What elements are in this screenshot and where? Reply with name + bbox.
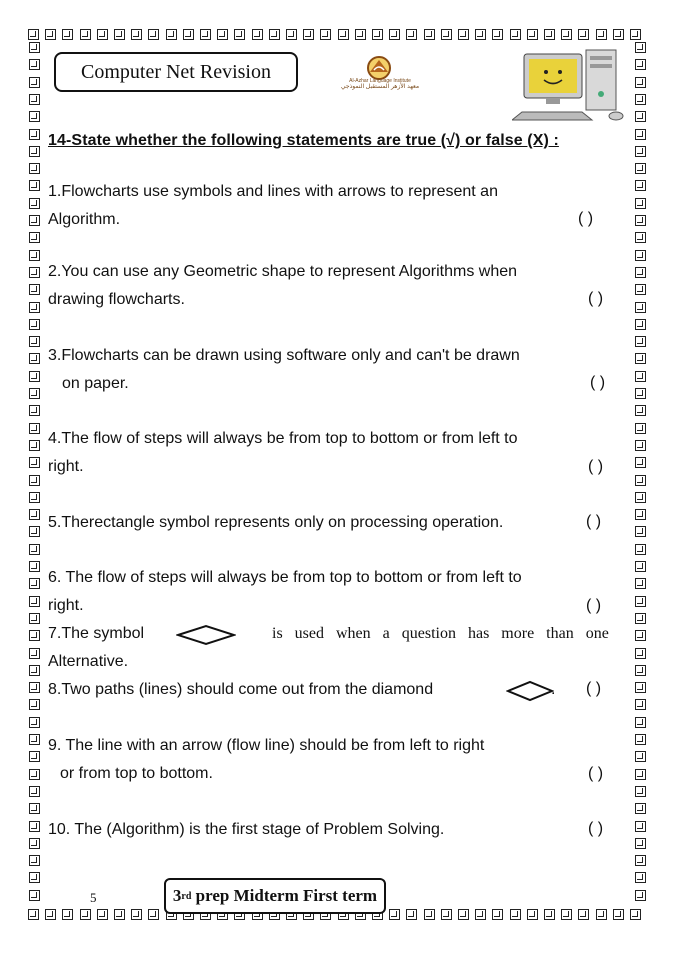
border-key-tile [29, 544, 40, 555]
answer-blank-6[interactable]: ( ) [586, 597, 602, 614]
border-key-tile [635, 371, 646, 382]
border-key-tile [635, 336, 646, 347]
statement-text-cont: on paper. [62, 375, 129, 392]
border-key-tile [29, 129, 40, 140]
border-key-tile [29, 665, 40, 676]
border-key-tile [29, 509, 40, 520]
border-key-tile [29, 872, 40, 883]
page-number: 5 [90, 890, 97, 905]
footer-label [164, 878, 386, 914]
border-key-tile [29, 232, 40, 243]
question-heading: 14-State whether the following statements are true (√) or false (X) : [48, 132, 559, 149]
border-key-tile [97, 29, 108, 40]
border-key-tile [527, 29, 538, 40]
border-key-tile [29, 59, 40, 70]
statement-text-cont: or from top to bottom. [60, 765, 213, 782]
border-key-tile [97, 909, 108, 920]
border-key-tile [114, 29, 125, 40]
border-key-tile [635, 457, 646, 468]
border-key-tile [635, 423, 646, 434]
border-key-tile [29, 163, 40, 174]
border-key-tile [635, 180, 646, 191]
border-key-tile [183, 29, 194, 40]
answer-blank-10[interactable]: ( ) [588, 820, 604, 837]
border-key-tile [62, 909, 73, 920]
statement-text: 2.You can use any Geometric shape to represent Algorithms when [48, 263, 518, 280]
border-key-tile [166, 29, 177, 40]
border-key-tile [635, 769, 646, 780]
page-title-text: Computer Net Revision [81, 60, 271, 83]
border-key-tile [406, 909, 417, 920]
border-key-tile [635, 129, 646, 140]
statement-text: 6. The flow of steps will always be from top to bottom or from left to [48, 569, 522, 586]
border-key-tile [635, 578, 646, 589]
border-key-tile [635, 42, 646, 53]
page-title [54, 52, 298, 92]
answer-blank-1[interactable]: ( ) [578, 210, 594, 227]
border-key-tile [29, 786, 40, 797]
border-key-tile [635, 890, 646, 901]
border-key-tile [320, 29, 331, 40]
border-key-tile [635, 821, 646, 832]
footer-term: prep Midterm First term [195, 886, 378, 905]
statement-text: 5.Therectangle symbol represents only on processing operation. [48, 514, 504, 531]
border-key-tile [578, 909, 589, 920]
border-key-tile [635, 613, 646, 624]
border-key-tile [29, 821, 40, 832]
border-key-tile [475, 29, 486, 40]
border-key-tile [596, 29, 607, 40]
statement-4 [48, 425, 633, 481]
border-key-tile [635, 855, 646, 866]
statement-text-cont: Alternative. [48, 653, 129, 670]
statement-text-cont: drawing flowcharts. [48, 291, 185, 308]
border-key-tile [29, 77, 40, 88]
border-key-tile [114, 909, 125, 920]
border-key-tile [441, 909, 452, 920]
border-key-tile [389, 909, 400, 920]
border-key-tile [28, 909, 39, 920]
border-key-tile [492, 909, 503, 920]
border-key-tile [635, 803, 646, 814]
computer-illustration [512, 44, 632, 124]
border-key-tile [148, 909, 159, 920]
answer-blank-3[interactable]: ( ) [590, 374, 606, 391]
border-key-tile [29, 613, 40, 624]
statement-text: 3.Flowcharts can be drawn using software only and can't be drawn [48, 347, 520, 364]
border-key-tile [635, 215, 646, 226]
border-key-tile [406, 29, 417, 40]
answer-blank-5[interactable]: ( ) [586, 513, 602, 530]
border-key-tile [527, 909, 538, 920]
border-key-tile [29, 838, 40, 849]
statement-text: 4.The flow of steps will always be from top to bottom or from left to [48, 430, 518, 447]
answer-blank-2[interactable]: ( ) [588, 290, 604, 307]
border-key-tile [29, 717, 40, 728]
border-key-tile [578, 29, 589, 40]
border-key-tile [29, 769, 40, 780]
border-key-tile [635, 751, 646, 762]
border-key-tile [29, 561, 40, 572]
logo-caption [330, 78, 430, 90]
border-key-tile [635, 388, 646, 399]
border-key-tile [29, 751, 40, 762]
border-key-tile [200, 29, 211, 40]
border-key-tile [424, 909, 435, 920]
border-key-tile [561, 909, 572, 920]
border-key-tile [29, 526, 40, 537]
border-key-tile [29, 250, 40, 261]
border-key-tile [62, 29, 73, 40]
border-key-tile [544, 29, 555, 40]
logo-caption-ar: معهد الأزهر المستقبل النموذجي [340, 84, 420, 90]
border-key-tile [29, 492, 40, 503]
border-key-tile [29, 855, 40, 866]
border-key-tile [29, 648, 40, 659]
border-key-tile [131, 29, 142, 40]
border-key-tile [613, 29, 624, 40]
border-key-tile [303, 29, 314, 40]
border-key-tile [544, 909, 555, 920]
border-key-tile [29, 111, 40, 122]
border-key-tile [475, 909, 486, 920]
border-key-tile [29, 371, 40, 382]
border-key-tile [635, 94, 646, 105]
border-key-tile [635, 353, 646, 364]
border-key-tile [635, 544, 646, 555]
statement-2 [48, 258, 633, 314]
statement-text: 7.The symbol [48, 625, 145, 642]
border-key-tile [29, 198, 40, 209]
border-key-tile [635, 250, 646, 261]
border-key-tile [424, 29, 435, 40]
border-right [634, 42, 648, 908]
border-key-tile [635, 699, 646, 710]
border-key-tile [29, 803, 40, 814]
border-key-tile [635, 648, 646, 659]
statement-text-cont: right. [48, 458, 84, 475]
border-key-tile [635, 872, 646, 883]
border-key-tile [561, 29, 572, 40]
border-key-tile [596, 909, 607, 920]
decision-diamond-icon [506, 680, 554, 702]
border-key-tile [131, 909, 142, 920]
statement-text: 9. The line with an arrow (flow line) should be from left to right [48, 737, 485, 754]
border-key-tile [28, 29, 39, 40]
border-key-tile [29, 180, 40, 191]
border-key-tile [635, 786, 646, 797]
answer-blank-9[interactable]: ( ) [588, 765, 604, 782]
border-key-tile [29, 699, 40, 710]
statement-text: 10. The (Algorithm) is the first stage of Problem Solving. [48, 821, 445, 838]
border-key-tile [635, 77, 646, 88]
border-key-tile [29, 630, 40, 641]
border-key-tile [635, 163, 646, 174]
statement-text-b: is used when a question has more than one [272, 625, 609, 642]
statement-10 [48, 816, 633, 844]
border-key-tile [458, 29, 469, 40]
statement-text-cont: Algorithm. [48, 211, 121, 228]
footer-grade: 3 [172, 886, 182, 905]
border-key-tile [29, 319, 40, 330]
border-key-tile [613, 909, 624, 920]
border-key-tile [635, 405, 646, 416]
border-key-tile [29, 682, 40, 693]
border-key-tile [630, 29, 641, 40]
border-key-tile [635, 561, 646, 572]
border-key-tile [458, 909, 469, 920]
border-key-tile [29, 302, 40, 313]
border-key-tile [29, 146, 40, 157]
answer-blank-8[interactable]: ( ) [586, 680, 602, 697]
statement-3 [48, 342, 633, 398]
border-key-tile [389, 29, 400, 40]
border-key-tile [80, 29, 91, 40]
answer-blank-4[interactable]: ( ) [588, 458, 604, 475]
border-key-tile [630, 909, 641, 920]
border-key-tile [635, 475, 646, 486]
border-key-tile [29, 284, 40, 295]
statement-6 [48, 564, 633, 620]
border-key-tile [355, 29, 366, 40]
border-key-tile [635, 665, 646, 676]
border-key-tile [492, 29, 503, 40]
border-key-tile [635, 198, 646, 209]
border-key-tile [217, 29, 228, 40]
border-key-tile [29, 405, 40, 416]
border-key-tile [635, 596, 646, 607]
border-key-tile [372, 29, 383, 40]
border-key-tile [635, 319, 646, 330]
border-key-tile [29, 578, 40, 589]
border-key-tile [29, 890, 40, 901]
border-key-tile [635, 440, 646, 451]
border-left [28, 42, 42, 908]
statement-1 [48, 178, 633, 234]
statement-5 [48, 509, 633, 537]
statement-text: 1.Flowcharts use symbols and lines with arrows to represent an [48, 183, 498, 200]
statement-9 [48, 732, 633, 788]
statement-text: 8.Two paths (lines) should come out from the diamond [48, 681, 434, 698]
border-key-tile [635, 302, 646, 313]
border-key-tile [635, 509, 646, 520]
decision-diamond-icon [176, 624, 236, 646]
border-key-tile [45, 909, 56, 920]
border-key-tile [269, 29, 280, 40]
border-key-tile [29, 94, 40, 105]
border-key-tile [635, 838, 646, 849]
border-key-tile [80, 909, 91, 920]
logo-caption-en: Al-Azhar Language Institute [349, 78, 411, 84]
border-key-tile [635, 59, 646, 70]
border-key-tile [635, 146, 646, 157]
border-key-tile [148, 29, 159, 40]
border-key-tile [29, 42, 40, 53]
border-key-tile [29, 423, 40, 434]
border-key-tile [635, 526, 646, 537]
border-key-tile [29, 336, 40, 347]
border-key-tile [286, 29, 297, 40]
border-key-tile [635, 630, 646, 641]
border-key-tile [234, 29, 245, 40]
border-key-tile [510, 909, 521, 920]
border-key-tile [45, 29, 56, 40]
border-key-tile [29, 596, 40, 607]
border-key-tile [252, 29, 263, 40]
border-key-tile [29, 457, 40, 468]
statement-7 [48, 620, 633, 676]
border-key-tile [510, 29, 521, 40]
border-key-tile [635, 717, 646, 728]
border-key-tile [635, 734, 646, 745]
border-key-tile [29, 440, 40, 451]
border-key-tile [29, 267, 40, 278]
border-key-tile [635, 232, 646, 243]
border-key-tile [635, 111, 646, 122]
border-top [28, 28, 646, 42]
border-key-tile [29, 734, 40, 745]
border-key-tile [29, 475, 40, 486]
statement-text-cont: right. [48, 597, 84, 614]
border-key-tile [635, 267, 646, 278]
footer-grade-suffix: rd [181, 890, 192, 902]
border-key-tile [635, 682, 646, 693]
statement-dot: . [551, 681, 556, 698]
border-key-tile [635, 492, 646, 503]
border-key-tile [441, 29, 452, 40]
border-key-tile [338, 29, 349, 40]
border-key-tile [635, 284, 646, 295]
border-key-tile [29, 215, 40, 226]
border-key-tile [29, 388, 40, 399]
border-key-tile [29, 353, 40, 364]
